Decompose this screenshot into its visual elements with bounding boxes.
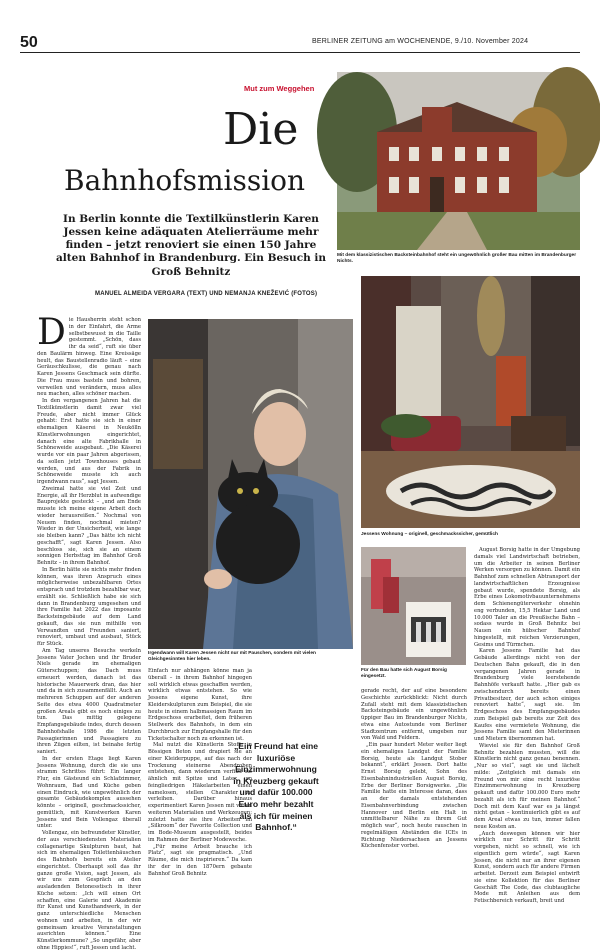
paragraph: Am Tag unseres Besuchs werkeln Jessens Vater Jochen und ihr Bruder Niels gerade im ehemaligen Güterschuppen; das Dach muss erneuert werden, danach ist das historische Mauerwerk dran, das hier und da in sich zusammenfällt. Auch an mehreren Schuppen auf der anderen Seite des etwa 4000 Quadratmeter großen Areals gibt es noch einiges zu tun. Das mittig gelegene Empfangsgebäude indes, durch dessen Bahnhofshalle 1986 die letzten Passagierinnen und Passagiere zu ihren Zügen eilten, ist beinahe fertig saniert. xyxy=(37,647,141,755)
body-column-4 xyxy=(474,547,580,904)
paragraph: August Borsig hatte in der Umgebung damals viel Landwirtschaft betrieben, um die Arbeiter in seinen Berliner Werken versorgen zu können. Damit ein Bahnhof zum schnellen Abtransport der landwirtschaftlichen Erzeugnisse gebaut wurde, spendete Borsig, als Erbe eines Lokomotivbauunternehmens dem Schienengüterverkehr ohnehin eng verbunden, 15,5 Hektar Land und 10.000 Taler an die Preußische Bahn – sodass wurde in Groß Behnitz bei Nauen ein hübscher Bahnhof hingestellt, mit reichen Verzierungen, Gesims und Türmchen. xyxy=(474,547,580,648)
paragraph: „Ein paar hundert Meter weiter liegt ein ehemaliges Landgut der Familie Borsig, heute als Landgut Stober bekannt“, erklärt Jessen. Dort hatte Ernst Borsig gelebt, Sohn des Eisenbahnindustriellen August Borsig, Erbe der Berliner Borsigwerke. „Die Familie hatte ein Interesse daran, dass an der damals entstehenden Eisenbahnverbindung zwischen Hannover und Berlin ein Halt in unmittelbarer Nähe zu ihrem Gut möglich war“, noch heute rauschen in regelmäßigen Abständen die ICEs in Richtung Niedersachsen an Jessens Küchenfenster vorbei. xyxy=(361,742,467,850)
paragraph: In der ersten Etage liegt Karen Jessens Wohnung, durch die sie uns stramm Schrittes führt: Ein langer Flur, ein Gästeund ein Schlafzimmer, Wohnraum, Bad und Küche geben einen Eindruck, wie ungewöhnlich der gesamte Gebäudekomplex aussehen könnte – originell, geschmackssicher, gemütlich, mit Kunstwerken Karen Jessens und Bein Vollengaz überall unter. xyxy=(37,755,141,830)
paragraph: „Für meine Arbeit brauche ich Platz“, sagt sie pragmatisch. „Und Räume, die mich inspirieren.“ Da kam ihr der in den 1870ern gebaute Bahnhof Groß Behnitz xyxy=(148,843,252,877)
page-number: 50 xyxy=(20,34,38,51)
paragraph: gerade recht, der auf eine besondere Geschichte zurückblickt: Nicht durch Zufall steht mit dem klassizistischen Backsteingebäude ein ungewöhnlich üppiger Bau im Brandenburger Nichts, etwa eine Autostunde vom Berliner Stadtzentrum entfernt, umgeben nur von Wald und Feldern. xyxy=(361,688,467,742)
byline: MANUEL ALMEIDA VERGARA (TEXT) UND NEMANJA KNEŽEVIĆ (FOTOS) xyxy=(95,291,318,297)
living-room-photo xyxy=(361,276,580,528)
living-room-caption: Jessens Wohnung – originell, geschmackssicher, gemütlich xyxy=(361,532,498,537)
paragraph: Mal nutzt die Künstlerin Stoffe in Bössigen Beton und drapiert sie an einer Kleiderpuppe, auf das nach der Trocknung steinerne Abendroben entstehen, dann wiederum verfilzt sie ähnlich mit Spitze und Latex, um feingliedrigen Häkelarbeiten einen namelosen, stellen Charakter zu verleihen. Darüber hinaus experimentiert Karen Jessen mit vielen weiteren Materialien und Werkzeugen; zuletzt hatte sie ihre Arbeiten im „Silkroom“ der Favorite Collection und im Bode-Museum ausgestellt, beides im Rahmen der Berliner Modewoche. xyxy=(148,742,252,843)
paragraph: Vollengaz, ein befreundeter Künstler, der aus verschiedensten Materialien collagenartige Skulpturen baut, hat sich im ehemaligen Toilettenhäuschen des Bahnhofs bereits ein Atelier eingerichtet. Überhaupt soll das ihr ganze große Vision, sagt Jessen, als wir uns zum Gespräch an den ausladenden Betonesstisch in ihrer Küche setzen: „Ich will einen Ort schaffen, eine Galerie und Akademie für Kunst und Kunsthandwerk, in der ganz unterschiedliche Menschen wohnen und arbeiten, in der wir gemeinsam kreative Veranstaltungen ausrichten können.“ Eine Künstlerkommune? „So ungefähr, aber ohne Hippies!“, ruft Jessen und lacht. xyxy=(37,830,141,951)
paragraph: Wieviel sie für den Bahnhof Groß Behnitz bezahlen mussten, will die Künstlerin nicht ganz genau benennen. „Nur so viel“, sagt sie und lächelt milde: „Zeitgleich mit damals ein Freund von mir eine recht luxuriöse Einzimmerwohnung in Kreuzberg gekauft und dafür 100.000 Euro mehr bezahlt als ich für meinen Bahnhof.“ Doch mit dem Kauf war es ja längst nicht getan – kontinuierlich gibt es auf dem Areal etwas zu tun, immer fallen neue Kosten an. xyxy=(474,742,580,830)
portrait-photo xyxy=(148,319,353,649)
station-photo xyxy=(337,72,580,250)
paragraph: In Berlin hätte sie nichts mehr finden können, was ihren Anspruch eines möglicherweise unbezahlbaren Ortes entsprach und trotzdem bezahlbar war, erzählt sie. Schließlich habe sie sich dann in Brandenburg umgesehen und ihre Familie hat 2022 das imposante Backsteingebäude auf dem Land gekauft, das sie nun mithilfe von Verwandten und Freunden saniert, renoviert, umbaut und ausbaut, Stück für Stück. xyxy=(37,566,141,647)
paragraph: In den vergangenen Jahren hat die Textilkünstlerin damit zwar viel Freude, aber nicht immer Glück gehabt: Erst hatte sie sich in einer ehemaligen Käserei in Neukölln Künstlerwohnungen eingerichtet, danach eine alte Fabrikhalle in Schöneweide ausgebaut. „Die Käserei wurde vor ein paar Jahren abgerissen, da sollen jetzt Townhouses gebaut werden, und aus der Fabrik in Schöneweide musste ich auch irgendwann raus“, sagt Jessen. xyxy=(37,398,141,485)
drop-cap: D xyxy=(37,312,66,353)
paragraph: Karen Jessens Familie hat das Gebäude allerdings nicht von der Deutschen Bahn gekauft, die in den vergangenen Jahren gerade in Brandenburg viele leerstehende Bahnhöfe verkauft hatte. „Hier gab es zwischendurch bereits einen Privatbesitzer, der auch schon einiges renoviert hatte“, sagt sie. Im Erdgeschoss des Empfangsgebäudes zum Beispiel gab bereits zur Zeit des Kaufes eine vermietete Wohnung, die Jessens Familie samt den Mieterinnen und Mietern übernommen hat. xyxy=(474,648,580,742)
portrait-caption: Irgendwann will Karen Jessen nicht nur mit Pauschen, sondern mit vielen Gleichgesinnten hier leben. xyxy=(148,651,316,662)
masthead: BERLINER ZEITUNG am WOCHENENDE, 9./10. November 2024 xyxy=(312,38,529,45)
body-column-3 xyxy=(361,688,467,863)
body-column-1 xyxy=(37,312,141,951)
article-dek: In Berlin konnte die Textilkünstlerin Karen Jessen keine adäquaten Atelierräume mehr finden – jetzt renoviert sie einen 150 Jahre alten Bahnhof in Brandenburg. Ein Besuch in Groß Behnitz xyxy=(56,213,326,278)
header-rule xyxy=(20,52,580,53)
kicker: Mut zum Weggehen xyxy=(244,84,315,93)
headline-line-2: Bahnhofsmission xyxy=(64,164,306,197)
model-photo xyxy=(361,547,466,665)
paragraph: Einfach nur abhängen könne man ja überall – in ihrem Bahnhof hingegen soll wirklich etwas geschaffen werden, wirklich etwas entstehen. So wie Jessens eigene Kunst, ihre Kleiderskulpturen zum Beispiel, die sie heute in einem halbmassigen Raum im Erdgeschoss erarbeitet, dem früheren Stellwerk des Bahnhofs, in dem ein Durchbruch zur Empfangshalle für den Ticketschalter noch zu erkennen ist. xyxy=(148,668,252,742)
paragraph: „Auch deswegen können wir hier wirklich nur Schritt für Schritt vorgehen, nicht so schnell, wie ich eigentlich gern würde“, sagt Karen Jessen, die nicht nur an ihrer eigenen Kunst, sondern auch für andere Firmen arbeitet. Derzeit zum Beispiel entwirft sie eine Kollektion für das Berliner Geschäft The Code, das clubtaugliche Mode mit Anleihen aus dem Fetischbereich verkauft, breit und xyxy=(474,830,580,904)
station-photo-caption: Mit dem klassizistischen Backsteinbahnhof steht ein ungewöhnlich großer Bau mitten im Brandenburger Nichts. xyxy=(337,253,577,264)
model-photo-caption: Für den Bau hatte sich August Borsig eingesetzt. xyxy=(361,668,447,679)
pull-quote: „Ein Freund hat eine luxuriöse Einzimmerwohnung in Kreuzberg gekauft und dafür 100.000 Euro mehr bezahlt als ich für meinen Bahnhof.“ xyxy=(233,741,319,833)
paragraph: ie Hausherrin steht schon in der Einfahrt, die Arme selbstbewusst in die Taille gestemmt. „Schön, dass ihr da seid“, ruft sie über den Baulärm hinweg. Eine Kreissäge heult, das Baustellenradio läuft – eine Geräuschkulisse, die genau nach Karen Jessens Geschmack sein dürfte. Die Frau muss basteln und bohren, verweilen und verändern, muss alles neu machen, alles schöner machen. xyxy=(37,317,141,398)
paragraph: Zweimal hatte sie viel Zeit und Energie, all ihr Herzblut in aufwendige Bauprojekte gesteckt – „und am Ende musste ich meine eigene Arbeit doch wieder herausreißen.“ Nochmal von Neuem finden, nochmal mieten? Wieder in der Unsicherheit, wie lange sie bleiben kann? „Das hätte ich nicht geschafft“, sagt Karen Jessen. Also beschloss sie, sich sie an einem sonnigen Herbsttag im Bahnhof Groß Behnitz – in ihrem Bahnhof. xyxy=(37,485,141,566)
headline-line-1: Die xyxy=(223,104,299,155)
